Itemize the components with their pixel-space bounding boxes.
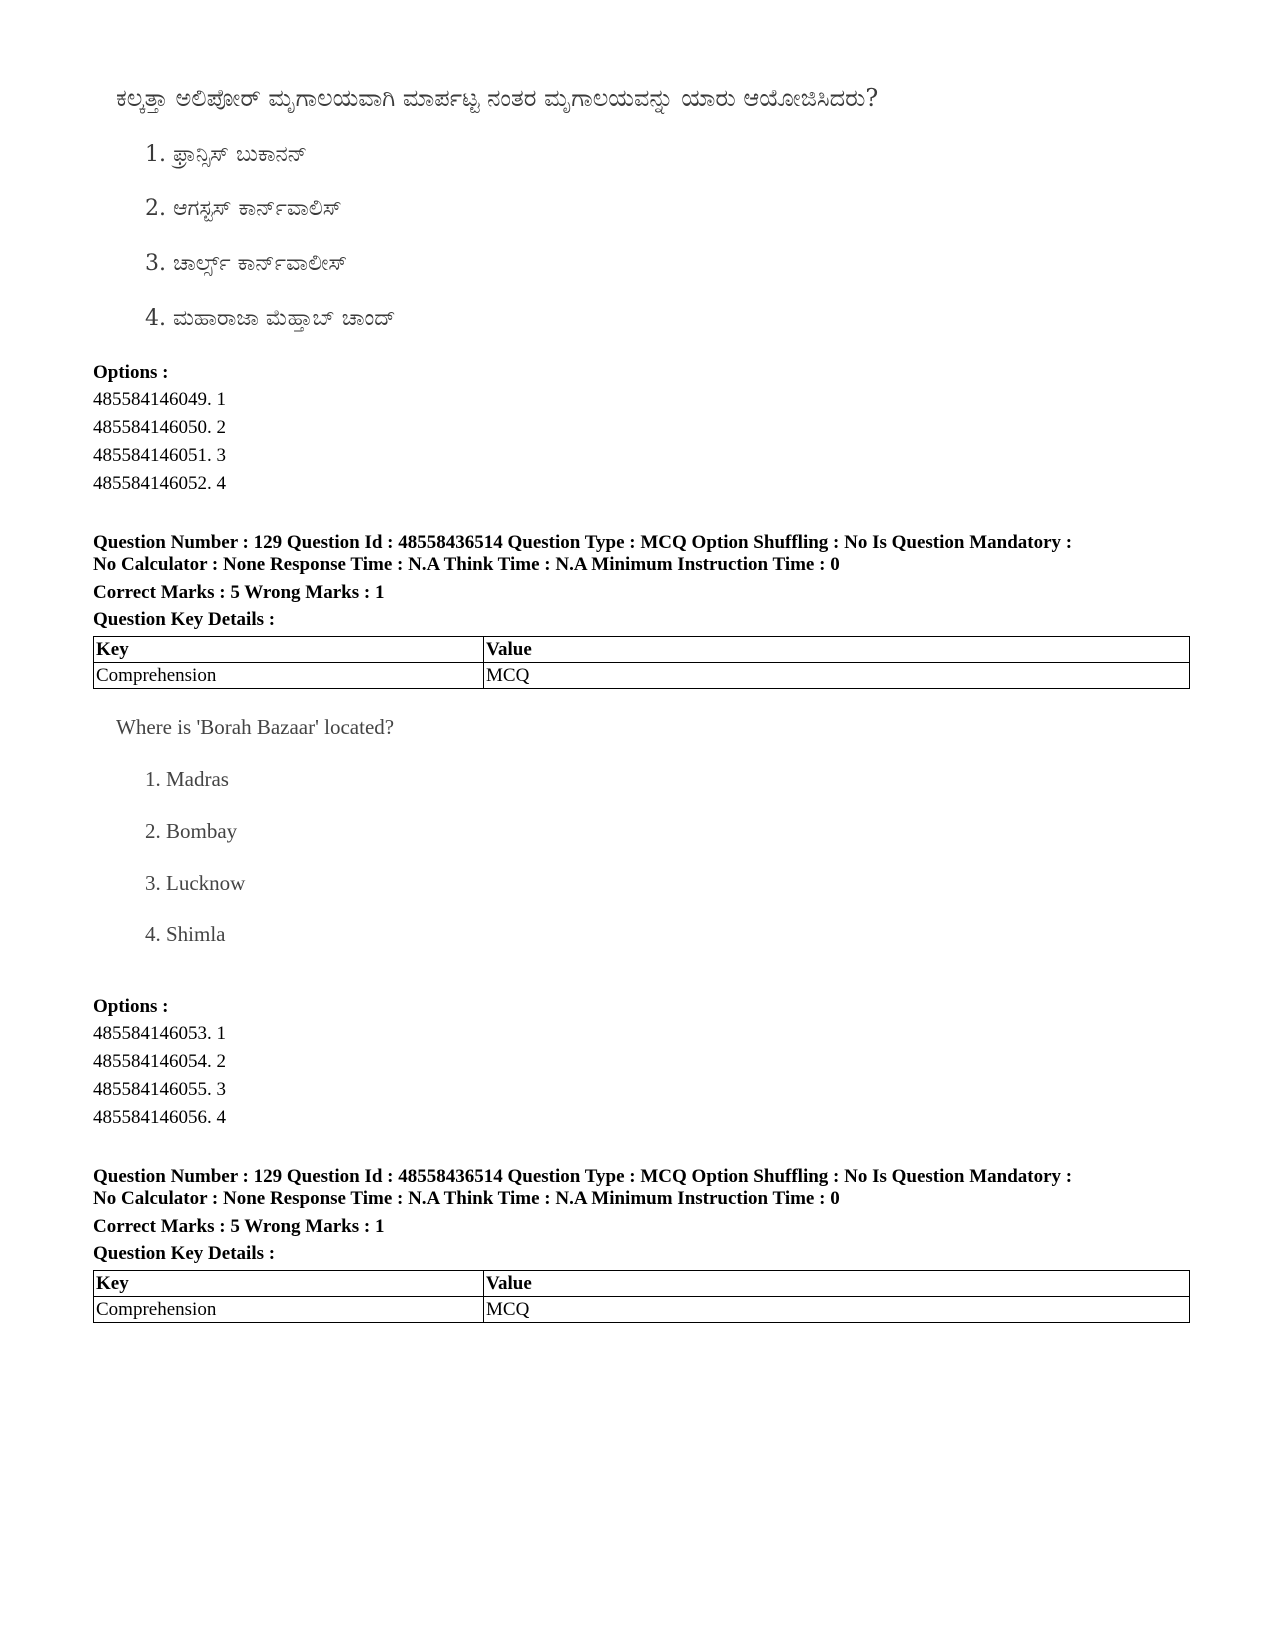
meta-line-2: No Calculator : None Response Time : N.A Think Time : N.A Minimum Instruction Time : 0 <box>93 554 840 575</box>
key-details-label: Question Key Details : <box>93 609 276 630</box>
choice-3: 3. ಚಾರ್ಲ್ಸ್ ಕಾರ್ನ್‌ವಾಲೀಸ್ <box>145 251 348 276</box>
meta-line-2: No Calculator : None Response Time : N.A Think Time : N.A Minimum Instruction Time : 0 <box>93 1188 840 1209</box>
table-cell-key: Comprehension <box>94 1297 484 1323</box>
table-header-row <box>94 1271 1190 1297</box>
meta-line-1: Question Number : 129 Question Id : 48558436514 Question Type : MCQ Option Shuffling : No Is Question Mandatory : <box>93 532 1073 553</box>
choice-3: 3. Lucknow <box>145 871 246 895</box>
question-image-english <box>0 705 1275 965</box>
key-details-label: Question Key Details : <box>93 1243 276 1264</box>
option-item: 485584146051. 3 <box>93 445 226 466</box>
table-header-value: Value <box>484 637 1190 663</box>
table-header-row <box>94 637 1190 663</box>
marks-line: Correct Marks : 5 Wrong Marks : 1 <box>93 1216 385 1237</box>
key-value-table <box>93 1270 1190 1323</box>
table-cell-value: MCQ <box>484 663 1190 689</box>
question-meta <box>93 532 1190 712</box>
table-row <box>94 1297 1190 1323</box>
option-item: 485584146049. 1 <box>93 389 226 410</box>
table-cell-value: MCQ <box>484 1297 1190 1323</box>
option-item: 485584146052. 4 <box>93 473 226 494</box>
table-cell-key: Comprehension <box>94 663 484 689</box>
question-meta <box>93 1166 1190 1346</box>
table-row <box>94 663 1190 689</box>
choice-1: 1. ಫ್ರಾನ್ಸಿಸ್ ಬುಕಾನನ್ <box>145 142 308 167</box>
option-item: 485584146056. 4 <box>93 1107 226 1128</box>
table-header-value: Value <box>484 1271 1190 1297</box>
option-item: 485584146055. 3 <box>93 1079 226 1100</box>
question-image-kannada <box>0 0 1275 350</box>
options-label: Options : <box>93 362 169 383</box>
table-header-key: Key <box>94 1271 484 1297</box>
table-header-key: Key <box>94 637 484 663</box>
question-text: Where is 'Borah Bazaar' located? <box>116 715 395 739</box>
choice-2: 2. Bombay <box>145 819 238 843</box>
option-item: 485584146053. 1 <box>93 1023 226 1044</box>
option-item: 485584146050. 2 <box>93 417 226 438</box>
options-block <box>93 996 1190 1136</box>
options-block <box>93 362 1190 502</box>
meta-line-1: Question Number : 129 Question Id : 48558436514 Question Type : MCQ Option Shuffling : No Is Question Mandatory : <box>93 1166 1073 1187</box>
choice-4: 4. Shimla <box>145 922 226 946</box>
options-label: Options : <box>93 996 169 1017</box>
marks-line: Correct Marks : 5 Wrong Marks : 1 <box>93 582 385 603</box>
choice-1: 1. Madras <box>145 767 229 791</box>
question-text: ಕಲ್ಕತ್ತಾ ಅಲಿಪೋರ್ ಮೃಗಾಲಯವಾಗಿ ಮಾರ್ಪಟ್ಟ ನಂತರ ಮೃಗಾಲಯವನ್ನು ಯಾರು ಆಯೋಜಿಸಿದರು? <box>116 84 879 112</box>
choice-2: 2. ಆಗಸ್ಟಸ್ ಕಾರ್ನ್‌ವಾಲಿಸ್ <box>145 196 342 221</box>
key-value-table <box>93 636 1190 689</box>
option-item: 485584146054. 2 <box>93 1051 226 1072</box>
choice-4: 4. ಮಹಾರಾಜಾ ಮೆಹ್ತಾಬ್ ಚಾಂದ್ <box>145 306 396 331</box>
